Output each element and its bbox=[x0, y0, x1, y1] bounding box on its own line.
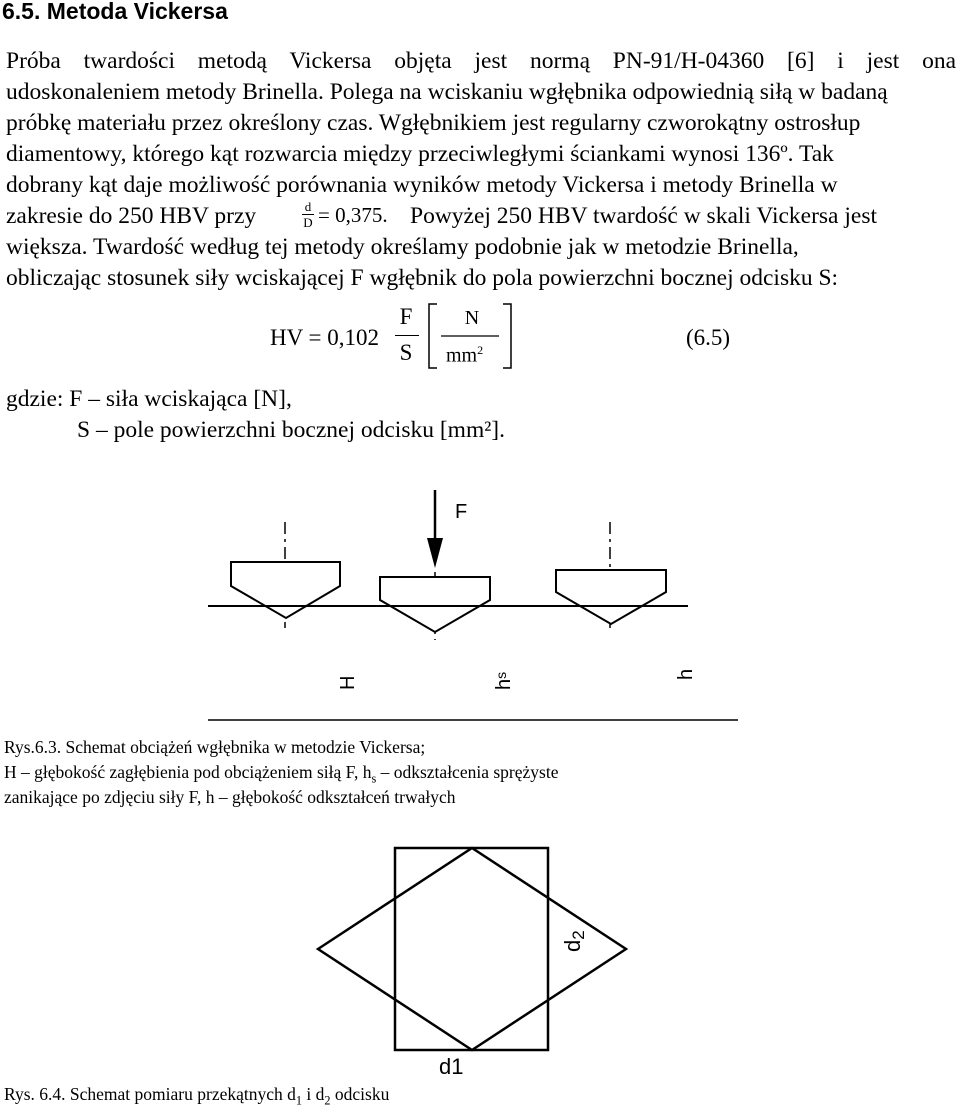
section-title: 6.5. Metoda Vickersa bbox=[2, 0, 228, 24]
ratio-denominator: D bbox=[303, 215, 313, 230]
ratio-numerator: d bbox=[304, 199, 312, 214]
caption-text: H – głębokość zagłębienia pod obciążeniem siłą F, h bbox=[4, 762, 372, 782]
unit-base: mm bbox=[446, 344, 478, 367]
unit-numerator: N bbox=[464, 307, 480, 329]
paragraph-line: Próba twardości metodą Vickersa objęta jest normą PN-91/H-04360 [6] i jest ona bbox=[6, 48, 956, 74]
caption-text: – odkształcenia sprężyste bbox=[376, 762, 559, 782]
figure-caption-line bbox=[4, 762, 558, 787]
equation-lhs: HV = 0,102 bbox=[270, 325, 380, 350]
caption-text: Rys. 6.4. Schemat pomiaru przekątnych d bbox=[4, 1084, 296, 1104]
measurement-frame bbox=[395, 848, 548, 1050]
fraction-bar bbox=[395, 335, 419, 336]
caption-text: i d bbox=[302, 1084, 325, 1104]
indenter-right bbox=[556, 570, 666, 624]
label-hs-subscript: s bbox=[493, 671, 509, 679]
equation-number: (6.5) bbox=[686, 325, 731, 350]
label-d2-base: d bbox=[560, 939, 585, 952]
caption-subscript: 2 bbox=[324, 1093, 331, 1108]
figure-caption-line: zanikające po zdjęciu siły F, h – głębokość odkształceń trwałych bbox=[4, 787, 456, 807]
caption-text: odcisku bbox=[330, 1084, 390, 1104]
force-label: F bbox=[455, 501, 468, 523]
paragraph-line: większa. Twardość według tej metody określamy podobnie jak w metodzie Brinella, bbox=[6, 234, 799, 260]
label-d1: d1 bbox=[439, 1054, 464, 1079]
caption-subscript: s bbox=[371, 771, 377, 786]
paragraph-line: diamentowy, którego kąt rozwarcia między przeciwległymi ściankami wynosi 136º. Tak bbox=[6, 141, 834, 167]
label-d2-subscript: 2 bbox=[569, 930, 588, 940]
paragraph-line: Powyżej 250 HBV twardość w skali Vickersa jest bbox=[410, 203, 877, 229]
legend-line: S – pole powierzchni bocznej odcisku [mm²]. bbox=[77, 417, 505, 443]
paragraph-line: udoskonaleniem metody Brinella. Polega na wciskaniu wgłębnika odpowiednią siłą w badaną bbox=[6, 79, 888, 105]
ratio-value: = 0,375. bbox=[318, 203, 388, 227]
figure-caption-line: Rys.6.3. Schemat obciążeń wgłębnika w metodzie Vickersa; bbox=[4, 737, 426, 757]
caption-subscript: 1 bbox=[295, 1093, 302, 1108]
unit-exponent: 2 bbox=[477, 343, 484, 357]
label-H: H bbox=[337, 675, 359, 690]
unit-denominator bbox=[446, 343, 483, 368]
paragraph-line: zakresie do 250 HBV przy bbox=[6, 203, 257, 229]
force-arrowhead bbox=[427, 538, 443, 568]
label-d2 bbox=[560, 930, 588, 952]
label-hs-base: h bbox=[493, 678, 515, 690]
figure-diagonals-schema bbox=[0, 820, 960, 1080]
label-hs bbox=[493, 672, 515, 690]
paragraph-line: dobrany kąt daje możliwość porównania wyników metody Vickersa i metody Brinella w bbox=[6, 172, 838, 198]
equation-denominator: S bbox=[399, 340, 413, 365]
indenter-middle bbox=[380, 577, 490, 632]
paragraph-line: obliczając stosunek siły wciskającej F wgłębnik do pola powierzchni bocznej odcisku S: bbox=[6, 265, 839, 291]
figure-caption-line bbox=[4, 1084, 389, 1109]
indenter-left bbox=[231, 562, 340, 618]
figure-indentation-schema bbox=[0, 480, 960, 730]
legend-line: gdzie: F – siła wciskająca [N], bbox=[6, 386, 292, 412]
paragraph-line: próbkę materiału przez określony czas. Wgłębnikiem jest regularny czworokątny ostrosłup bbox=[6, 110, 861, 136]
label-h: h bbox=[675, 668, 697, 680]
equation-numerator: F bbox=[399, 304, 413, 329]
ratio-fraction bbox=[302, 199, 314, 231]
